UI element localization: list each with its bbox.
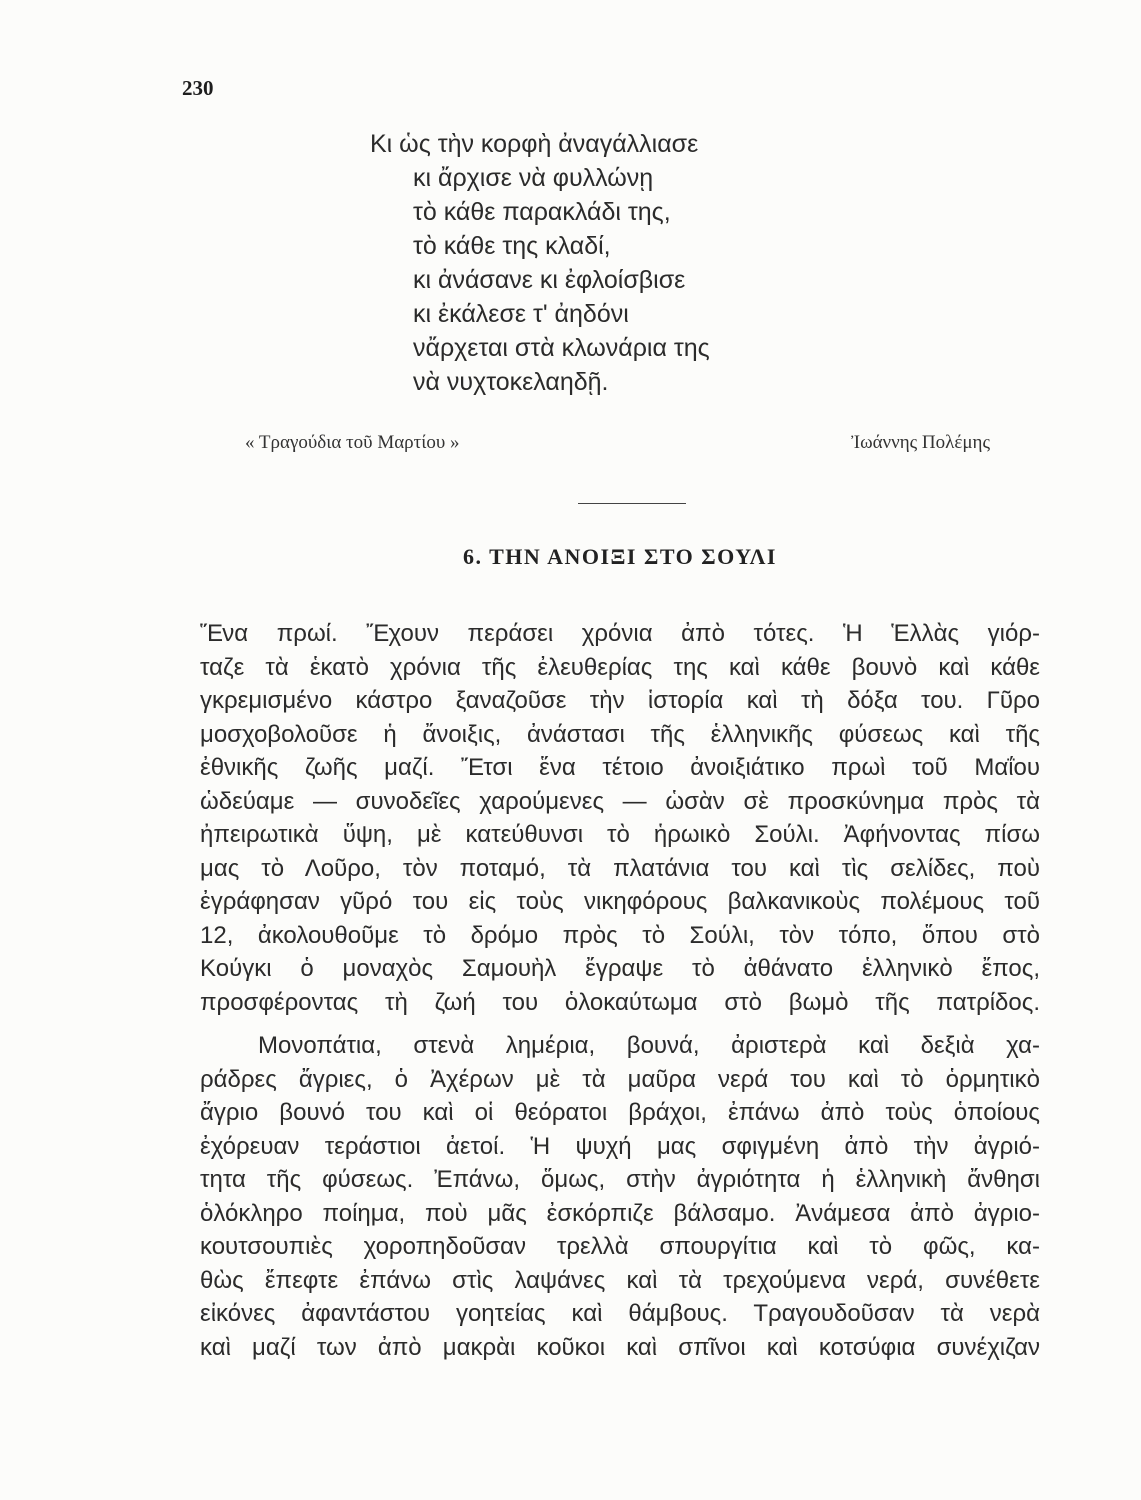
paragraph-line: κουτσουπιὲς χοροπηδοῦσαν τρελλὰ σπουργίτια καὶ τὸ φῶς, κα- [200,1233,1040,1260]
paragraph-line: ταζε τὰ ἑκατὸ χρόνια τῆς ἐλευθερίας της καὶ κάθε βουνὸ καὶ κάθε [200,653,1040,681]
poem-line: κι ἀνάσανε κι ἐφλοίσβισε [413,266,686,294]
paragraph-line: καὶ μαζί των ἀπὸ μακρὰι κοῦκοι καὶ σπῖνοι καὶ κοτσύφια συνέχιζαν [200,1333,1040,1361]
poem-attribution [245,432,990,454]
poem-line: Κι ὡς τὴν κορφὴ ἀναγάλλιασε [370,130,699,158]
poem-line: κι ἐκάλεσε τ' ἀηδόνι [413,300,629,328]
paragraph-line: γκρεμισμένο κάστρο ξαναζοῦσε τὴν ἱστορία καὶ τὴ δόξα του. Γῦρο [200,687,1040,714]
paragraph-line: τητα τῆς φύσεως. Ἐπάνω, ὅμως, στὴν ἀγριότητα ἡ ἑλληνικὴ ἄνθησι [200,1166,1040,1193]
paragraph-line: ὡδεύαμε — συνοδεῖες χαρούμενες — ὡσὰν σὲ προσκύνημα πρὸς τὰ [200,787,1040,815]
paragraph-line: εἰκόνες ἀφαντάστου γοητείας καὶ θάμβους. Τραγουδοῦσαν τὰ νερὰ [200,1300,1040,1327]
paragraph-line: ἄγριο βουνό του καὶ οἱ θεόρατοι βράχοι, ἐπάνω ἀπὸ τοὺς ὁποίους [200,1099,1040,1126]
poem-line: νἄρχεται στὰ κλωνάρια της [413,334,710,362]
paragraph-line: ἠπειρωτικὰ ὕψη, μὲ κατεύθυνσι τὸ ἡρωικὸ Σούλι. Ἀφήνοντας πίσω [200,821,1040,848]
attribution-source: « Τραγούδια τοῦ Μαρτίου » [245,432,460,453]
paragraph [200,617,1040,1019]
attribution-author: Ἰωάννης Πολέμης [851,432,990,453]
paragraph-line: Μονοπάτια, στενὰ λημέρια, βουνά, ἀριστερὰ καὶ δεξιὰ χα- [258,1032,1040,1059]
paragraph-line: ἐχόρευαν τεράστιοι ἀετοί. Ἡ ψυχή μας σφιγμένη ἀπὸ τὴν ἀγριό- [200,1132,1040,1160]
paragraph-line: προσφέροντας τὴ ζωή του ὁλοκαύτωμα στὸ βωμὸ τῆς πατρίδος. [200,988,1040,1016]
paragraph-line: ἐθνικῆς ζωῆς μαζί. Ἔτσι ἕνα τέτοιο ἀνοιξιάτικο πρωὶ τοῦ Μαΐου [200,754,1040,781]
poem-line: κι ἄρχισε νὰ φυλλώνῃ [413,164,654,192]
poem [370,127,710,399]
paragraph [200,1029,1040,1364]
paragraph-line: μοσχοβολοῦσε ἡ ἄνοιξις, ἀνάστασι τῆς ἑλληνικῆς φύσεως καὶ τῆς [200,720,1040,748]
poem-line: τὸ κάθε της κλαδί, [413,232,611,260]
paragraph-line: ὁλόκληρο ποίημα, ποὺ μᾶς ἐσκόρπιζε βάλσαμο. Ἀνάμεσα ἀπὸ ἀγριο- [200,1199,1040,1227]
section-heading: 6. ΤΗΝ ΑΝΟΙΞΙ ΣΤΟ ΣΟΥΛΙ [463,544,777,569]
page-number: 230 [182,76,214,100]
paragraph-line: Κούγκι ὁ μοναχὸς Σαμουὴλ ἔγραψε τὸ ἀθάνατο ἑλληνικὸ ἔπος, [200,955,1040,982]
paragraph-line: 12, ἀκολουθοῦμε τὸ δρόμο πρὸς τὸ Σούλι, τὸν τόπο, ὅπου στὸ [200,921,1040,949]
paragraph-line: μας τὸ Λοῦρο, τὸν ποταμό, τὰ πλατάνια του καὶ τὶς σελίδες, ποὺ [200,854,1040,882]
paragraph-line: ἐγράφησαν γῦρό του εἰς τοὺς νικηφόρους βαλκανικοὺς πολέμους τοῦ [200,888,1040,915]
section-divider [578,503,686,504]
poem-line: νὰ νυχτοκελαηδῇ. [413,368,609,396]
poem-line: τὸ κάθε παρακλάδι της, [413,198,671,226]
paragraph-line: ράδρες ἄγριες, ὁ Ἀχέρων μὲ τὰ μαῦρα νερά του καὶ τὸ ὁρμητικὸ [200,1065,1040,1093]
paragraph-line: θὼς ἔπεφτε ἐπάνω στὶς λαψάνες καὶ τὰ τρεχούμενα νερά, συνέθετε [200,1266,1040,1294]
paragraph-line: Ἕνα πρωί. Ἔχουν περάσει χρόνια ἀπὸ τότες. Ἡ Ἑλλὰς γιόρ- [200,620,1040,647]
